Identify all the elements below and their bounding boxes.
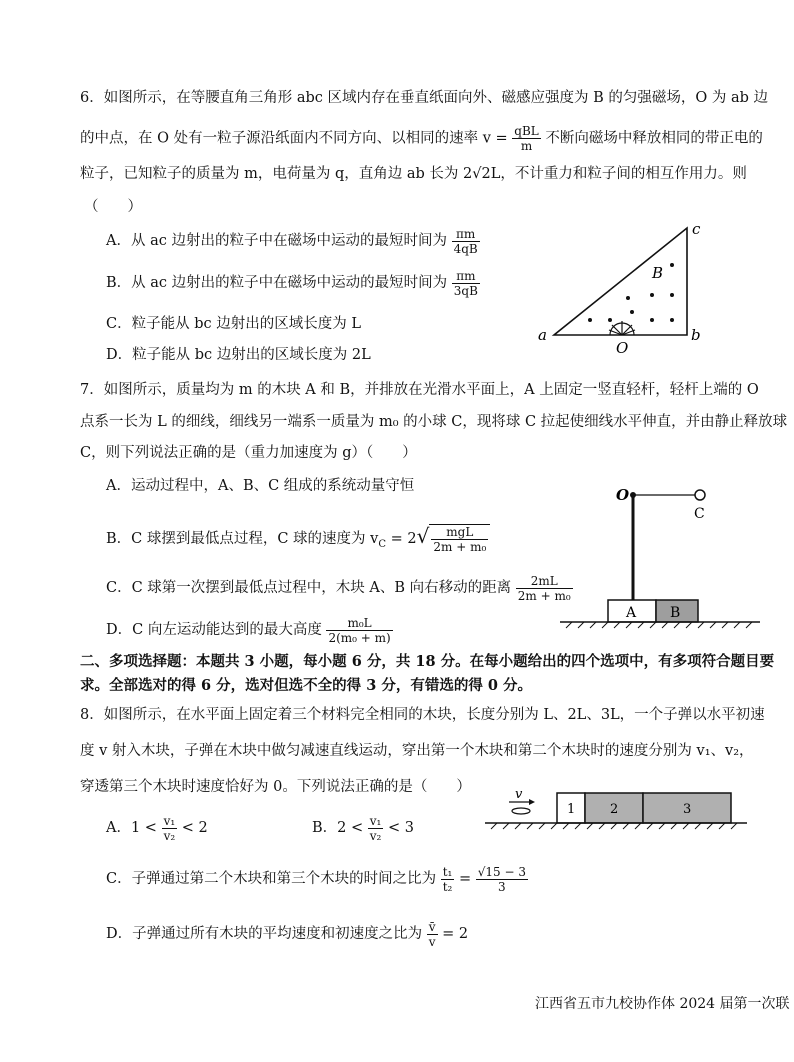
q7-option-b-eq: = 2 <box>386 531 417 547</box>
q7-option-b: B．C 球摆到最低点过程，C 球的速度为 $v_C = 2√$ $\frac{\text{mgL}}{\text{2m + m₀}}$ <box>106 520 490 561</box>
q6-option-b-den: 3qB <box>453 283 478 298</box>
q8-ground-hatch <box>491 823 737 829</box>
q7-option-d-num: m₀L <box>326 616 392 631</box>
q7-ball-c <box>695 490 705 500</box>
q6-triangle-figure <box>532 220 722 360</box>
q8-option-a <box>106 812 208 844</box>
q7-option-b-den: 2m + m₀ <box>433 540 487 554</box>
q8-stem-line2: 度 v 射入木块，子弹在木块中做匀减速直线运动，穿出第一个木块和第二个木块时的速度分别为 v₁、v₂， <box>80 743 754 759</box>
q7-pendulum-figure <box>560 480 760 630</box>
q7-label-a: A <box>626 605 637 621</box>
q7-label-c: C <box>694 506 705 522</box>
q6-option-b-fraction <box>452 269 480 298</box>
q6-option-d: D．粒子能从 bc 边射出的区域长度为 2L <box>106 347 371 363</box>
q8-label-block2: 2 <box>610 802 619 817</box>
q8-option-b-fraction <box>368 814 384 843</box>
q8-stem-line3: 穿透第三个木块时速度恰好为 0。下列说法正确的是（ ） <box>80 779 471 795</box>
section2-heading-line2: 求。全部选对的得 6 分，选对但选不全的得 3 分，有错选的得 0 分。 <box>80 677 533 694</box>
q7-option-c <box>106 572 573 604</box>
q7-stem-line1: 7．如图所示，质量均为 m 的木块 A 和 B，并排放在光滑水平面上，A 上固定一竖直轻杆，轻杆上端的 O <box>80 382 759 398</box>
q7-option-c-den: 2m + m₀ <box>517 588 571 603</box>
q8-option-a-num: v₁ <box>163 813 176 828</box>
q8-option-c <box>106 862 528 896</box>
q7-label-b: B <box>670 605 681 621</box>
page-footer: 江西省五市九校协作体 2024 届第一次联 <box>535 996 790 1012</box>
section2-heading-line1: 二、多项选择题：本题共 3 小题，每小题 6 分，共 18 分。在每小题给出的四个选项中，有多项符合题目要 <box>80 653 775 670</box>
q6-answer-paren: （ ） <box>84 199 142 215</box>
q7-option-b-sub: C <box>378 538 387 550</box>
q6-option-a-den: 4qB <box>453 241 478 256</box>
q8-option-a-post: < 2 <box>181 820 208 836</box>
q7-option-d-fraction <box>326 616 392 645</box>
q7-option-c-text: C．C 球第一次摆到最低点过程中，木块 A、B 向右移动的距离 <box>106 580 512 596</box>
q6-option-b <box>106 268 480 298</box>
q6-stem-line2-a: 的中点，在 O 处有一粒子源沿纸面内不同方向、以相同的速率 v = <box>80 130 508 147</box>
q8-option-a-den: v₂ <box>163 828 176 843</box>
q6-label-c: c <box>692 220 701 238</box>
q8-option-c-fraction1 <box>441 865 455 894</box>
q6-triangle <box>554 228 687 335</box>
q7-stem-line2: 点系一长为 L 的细线，细线另一端系一质量为 m₀ 的小球 C，现将球 C 拉起使细线水平伸直，并由静止释放球 <box>80 414 788 430</box>
q6-option-b-num: πm <box>452 269 480 284</box>
q6-stem-line1: 6．如图所示，在等腰直角三角形 abc 区域内存在垂直纸面向外、磁感应强度为 B 的匀强磁场，O 为 ab 边 <box>80 90 769 106</box>
q8-label-block1: 1 <box>567 802 576 817</box>
q8-option-b <box>312 812 414 844</box>
q8-option-b-den: v₂ <box>369 828 382 843</box>
q6-stem-line2 <box>80 124 763 153</box>
q6-label-o: O <box>616 339 629 357</box>
q6-velocity-fraction <box>512 124 540 153</box>
q8-option-c-den2: 3 <box>498 879 506 894</box>
q7-stem-line3: C，则下列说法正确的是（重力加速度为 g）（ ） <box>80 445 417 461</box>
q7-label-o: O <box>616 486 630 504</box>
q8-option-d-fraction <box>427 920 438 949</box>
q6-label-a: a <box>538 326 547 344</box>
q6-label-field-b: B <box>652 264 664 282</box>
q8-label-block3: 3 <box>683 802 692 817</box>
q6-option-c: C．粒子能从 bc 边射出的区域长度为 L <box>106 316 361 332</box>
q8-bullet <box>512 808 530 814</box>
q7-option-b-fraction <box>429 524 490 554</box>
q8-blocks-figure <box>485 785 750 835</box>
q7-option-d-text: D．C 向左运动能达到的最大高度 <box>106 622 322 638</box>
q6-stem-line3: 粒子，已知粒子的质量为 m，电荷量为 q，直角边 ab 长为 2√2L，不计重力和粒子间的相互作用力。则 <box>80 166 747 182</box>
q8-option-b-post: < 3 <box>387 820 414 836</box>
q8-option-a-fraction <box>162 814 178 843</box>
q8-option-d <box>106 918 468 950</box>
q8-option-b-pre: B．2 < <box>312 820 364 836</box>
q8-option-d-text: D．子弹通过所有木块的平均速度和初速度之比为 <box>106 926 423 942</box>
q6-velocity-num: qBL <box>514 124 539 138</box>
q7-option-b-num: mgL <box>431 525 488 540</box>
q6-option-a <box>106 226 480 256</box>
q8-label-v: v <box>515 787 523 802</box>
q6-option-a-text: A．从 ac 边射出的粒子中在磁场中运动的最短时间为 <box>106 233 447 249</box>
q6-velocity-den: m <box>520 139 533 153</box>
q6-option-a-fraction <box>452 227 480 256</box>
q7-option-b-text: B．C 球摆到最低点过程，C 球的速度为 v <box>106 531 379 547</box>
q8-stem-line1: 8．如图所示，在水平面上固定着三个材料完全相同的木块，长度分别为 L、2L、3L，一个子弹以水平初速 <box>80 707 765 723</box>
q8-option-b-num: v₁ <box>369 813 382 828</box>
q8-option-c-num1: t₁ <box>442 864 453 879</box>
q6-particle-source <box>609 321 635 335</box>
q8-option-c-eq: = <box>458 871 472 887</box>
q8-velocity-arrowhead <box>529 799 535 805</box>
q8-option-d-num: v̄ <box>428 919 436 934</box>
q8-option-c-num2: √15 − 3 <box>477 864 526 879</box>
q7-option-d-den: 2(m₀ + m) <box>328 630 391 645</box>
q7-option-c-num: 2mL <box>516 574 573 589</box>
q8-option-c-den1: t₂ <box>442 879 453 894</box>
q8-option-c-text: C．子弹通过第二个木块和第三个木块的时间之比为 <box>106 871 437 887</box>
q8-option-d-post: = 2 <box>442 926 469 942</box>
q8-option-c-fraction2 <box>476 865 528 894</box>
q8-option-d-den: v <box>428 934 436 949</box>
q7-ground-hatch <box>566 622 752 628</box>
q6-label-b: b <box>691 326 701 344</box>
q8-option-a-pre: A．1 < <box>106 820 157 836</box>
q7-option-d <box>106 614 393 646</box>
q6-option-a-num: πm <box>452 227 480 242</box>
q6-stem-line2-b: 不断向磁场中释放相同的带正电的 <box>545 130 763 147</box>
q7-option-a: A．运动过程中，A、B、C 组成的系统动量守恒 <box>106 478 415 494</box>
q6-option-b-text: B．从 ac 边射出的粒子中在磁场中运动的最短时间为 <box>106 275 448 291</box>
